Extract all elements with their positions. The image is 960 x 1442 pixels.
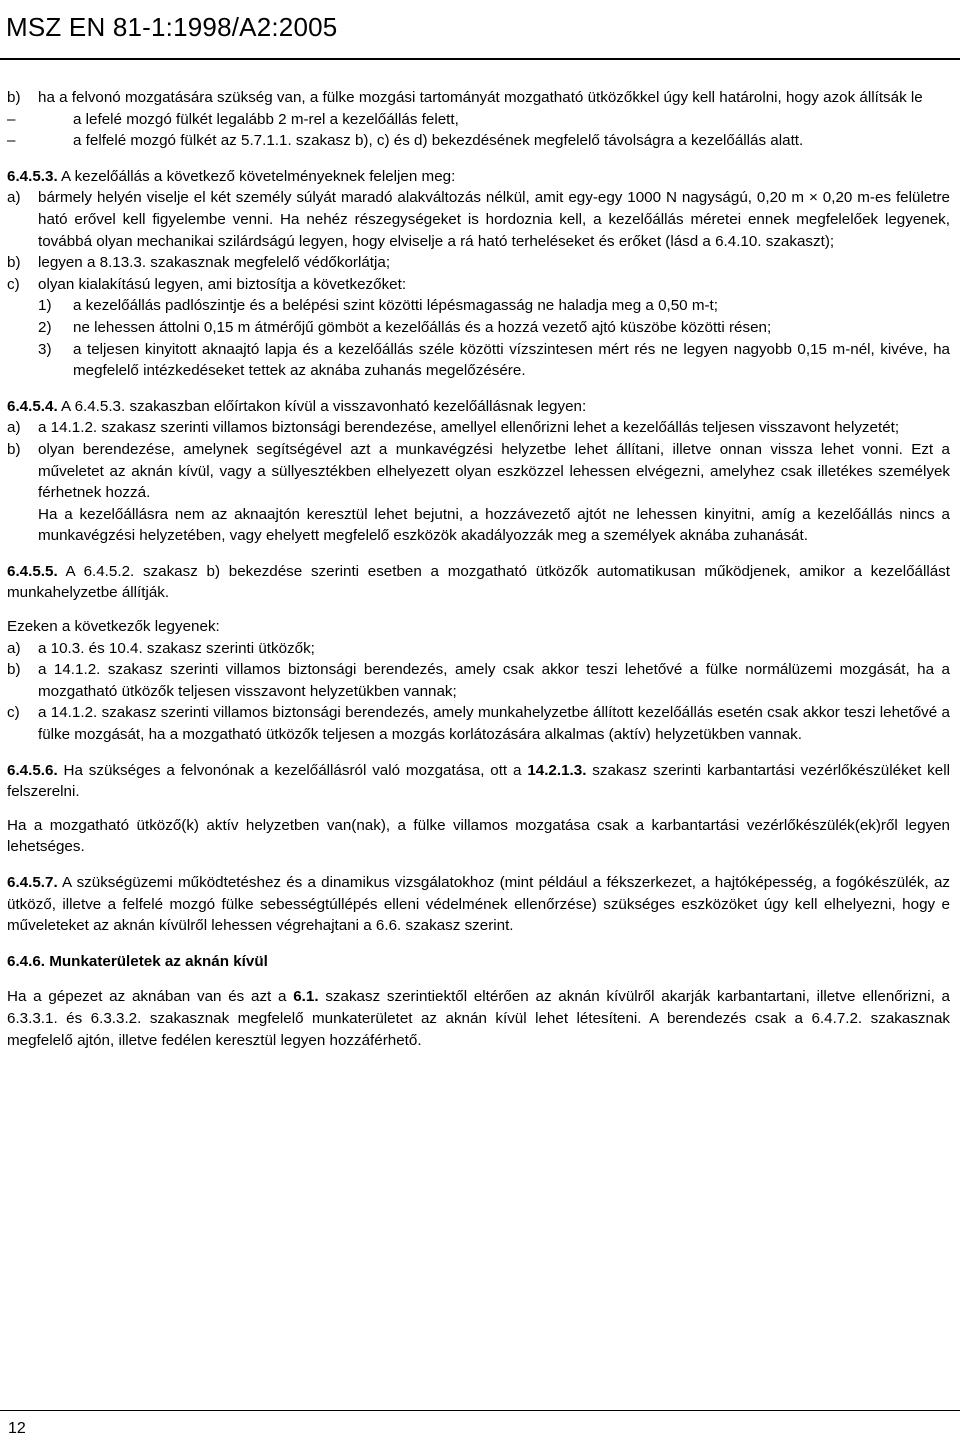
item-text: a 10.3. és 10.4. szakasz szerinti ütközők; (38, 639, 315, 657)
page-header (0, 0, 960, 60)
sub-item-1 (7, 295, 950, 317)
item-label: c) (7, 704, 20, 722)
section-text: A 6.4.5.3. szakaszban előírtakon kívül a visszavonható kezelőállásnak legyen: (57, 397, 587, 415)
section-6-4-6-heading (7, 951, 950, 973)
item-label: b) (7, 89, 21, 106)
item-text: olyan kialakítású legyen, ami biztosítja a következőket: (38, 275, 407, 293)
item-label: b) (7, 661, 21, 679)
sub-item-3 (7, 339, 950, 382)
list-item-b (7, 659, 950, 702)
section-text: Ha a gépezet az aknában van és azt a (7, 988, 294, 1006)
dash-text: a lefelé mozgó fülkét legalább 2 m-rel a kezelőállás felett, (73, 110, 459, 128)
section-number: 6.4.5.6. (7, 761, 58, 779)
section-6-4-5-3 (7, 166, 950, 188)
section-number: 6.4.5.4. (7, 397, 58, 415)
dash-text: a felfelé mozgó fülkét az 5.7.1.1. szakasz b), c) és d) bekezdésének megfelelő távolságra a kezelőállás alatt. (73, 132, 804, 150)
item-text: ha a felvonó mozgatására szükség van, a fülke mozgási tartományát mozgatható ütközőkkel úgy kell határolni, hogy azok állítsák le (38, 89, 923, 106)
section-6-4-5-5 (7, 561, 950, 604)
section-number: 6.4.6. (7, 952, 45, 970)
list-item-a (7, 638, 950, 660)
section-title: Munkaterületek az aknán kívül (49, 952, 268, 970)
sub-label: 1) (38, 297, 52, 315)
footer-rule (0, 1410, 960, 1411)
sub-label: 3) (38, 340, 52, 358)
list-item-b (7, 252, 950, 274)
document-body (7, 87, 950, 1051)
section-reference: 6.1. (293, 988, 319, 1006)
item-continuation: Ha a kezelőállásra nem az aknaajtón keresztül lehet bejutni, a hozzávezető ajtót ne lehessen kinyitni, amíg a kezelőállás nincs a munkavégzési helyzetében, vagy ehelyett megfelelő eszközök akadályozzák meg a személyek aknába zuhanását. (38, 505, 950, 545)
section-text: Ha szükséges a felvonónak a kezelőállásról való mozgatása, ott a (57, 761, 528, 779)
list-item-c (7, 274, 950, 296)
section-number: 6.4.5.5. (7, 562, 58, 580)
section-6-4-5-7 (7, 872, 950, 937)
sub-label: 2) (38, 318, 52, 336)
dash-label: – (7, 132, 16, 150)
section-text: A kezelőállás a következő követelményeknek feleljen meg: (57, 167, 456, 185)
item-label: c) (7, 275, 20, 293)
section-6-4-5-4 (7, 396, 950, 418)
item-text: a 14.1.2. szakasz szerinti villamos biztonsági berendezés, amely munkahelyzetbe állított kezelőállás esetén csak akkor teszi lehetővé a fülke mozgását, ha a mozgatható ütközők teljesen a mozgás korlátozására alkalmas (aktív) helyzetükben vannak. (38, 704, 950, 744)
item-text: a 14.1.2. szakasz szerinti villamos biztonsági berendezés, amely csak akkor teszi lehetővé a fülke normálüzemi mozgását, ha a mozgatható ütközők teljesen visszavont helyzetükben vannak; (38, 661, 950, 700)
list-item-b (7, 87, 950, 109)
section-paragraph (7, 986, 950, 1051)
list-item-a (7, 417, 950, 439)
sub-item-2 (7, 317, 950, 339)
section-reference: 14.2.1.3. (527, 761, 587, 779)
item-label: a) (7, 639, 21, 657)
item-text: olyan berendezése, amelynek segítségével azt a munkavégzési helyzetbe lehet állítani, illetve onnan vissza lehet vonni. Ezt a műveletet az aknán kívül, vagy a süllyesztékben elhelyezett olyan eszközzel lehessen elvégezni, amelyhez csak illetékes személyek férhetnek hozzá. (38, 440, 950, 502)
item-label: a) (7, 419, 21, 437)
item-text: a 14.1.2. szakasz szerinti villamos biztonsági berendezése, amellyel ellenőrizni lehet a kezelőállás teljesen visszavont helyzetét; (38, 419, 900, 437)
item-text: legyen a 8.13.3. szakasznak megfelelő védőkorlátja; (38, 254, 391, 272)
standard-id: MSZ EN 81-1:1998/A2:2005 (6, 12, 338, 42)
section-text: A 6.4.5.2. szakasz b) bekezdése szerinti esetben a mozgatható ütközők automatikusan működjenek, amikor a kezelőállást munkahelyzetbe állítják. (7, 562, 950, 602)
item-text: bármely helyén viselje el két személy súlyát maradó alakváltozás nélkül, amit egy-egy 1000 N nagyságú, 0,20 m × 0,20 m-es felületre ható erővel kell figyelembe venni. Ha nehéz részegységeket is hordoznia kell, a kezelőállás méretei ennek megfelelőek legyenek, továbbá olyan mechanikai szilárdságú legyen, hogy elviselje a rá ható terheléseket és erőket (lásd a 6.4.10. szakaszt); (38, 189, 950, 250)
item-label: b) (7, 440, 21, 458)
list-item-b (7, 439, 950, 504)
page-number: 12 (8, 1420, 26, 1437)
dash-item-1 (7, 109, 950, 131)
list-item-c (7, 702, 950, 745)
section-number: 6.4.5.3. (7, 167, 58, 185)
header-rule (0, 58, 960, 60)
section-6-4-5-6 (7, 760, 950, 803)
item-label: b) (7, 254, 21, 272)
item-label: a) (7, 189, 21, 207)
section-text: A szükségüzemi működtetéshez és a dinamikus vizsgálatokhoz (mint például a fékszerkezet, a hajtóképesség, a fogókészülék, az ütköző, illetve a felfelé mozgó fülke sebességtúllépés elleni védelmének ellenőrzése) szükséges eszközöket úgy kell elhelyezni, hogy e műveleteket az aknán kívülről lehessen végrehajtani a 6.6. szakasz szerint. (7, 874, 950, 935)
sub-text: a kezelőállás padlószintje és a belépési szint közötti lépésmagasság ne haladja meg a 0,50 m-t; (73, 297, 719, 315)
section-paragraph: Ha a mozgatható ütköző(k) aktív helyzetben van(nak), a fülke villamos mozgatása csak a karbantartási vezérlőkészülék(ek)ről legyen lehetséges. (7, 816, 950, 856)
section-number: 6.4.5.7. (7, 874, 58, 891)
section-text: szakasz szerinti karbantartási vezérlőkészüléket kell felszerelni. (7, 761, 950, 801)
section-text: szakasz szerintiektől eltérően az aknán kívülről akarják karbantartani, illetve ellenőrizni, a 6.3.3.1. és 6.3.3.2. szakasznak megfelelő munkaterületet az aknán kívül lehet létesíteni. A berendezés csak a 6.4.7.2. szakasznak megfelelő ajtón, illetve fedélen keresztül legyen hozzáférhető. (7, 988, 950, 1049)
dash-item-2 (7, 130, 950, 152)
list-item-a (7, 187, 950, 252)
sub-text: ne lehessen áttolni 0,15 m átmérőjű gömböt a kezelőállás és a hozzá vezető ajtó küszöbe közötti résen; (73, 318, 772, 336)
section-intro: Ezeken a következők legyenek: (7, 618, 220, 636)
sub-text: a teljesen kinyitott aknaajtó lapja és a kezelőállás széle közötti vízszintesen mért rés ne legyen nagyobb 0,15 m-nél, kivéve, ha megfelelő intézkedéseket tettek az aknába zuhanás megelőzésére. (73, 340, 950, 380)
dash-label: – (7, 110, 16, 128)
